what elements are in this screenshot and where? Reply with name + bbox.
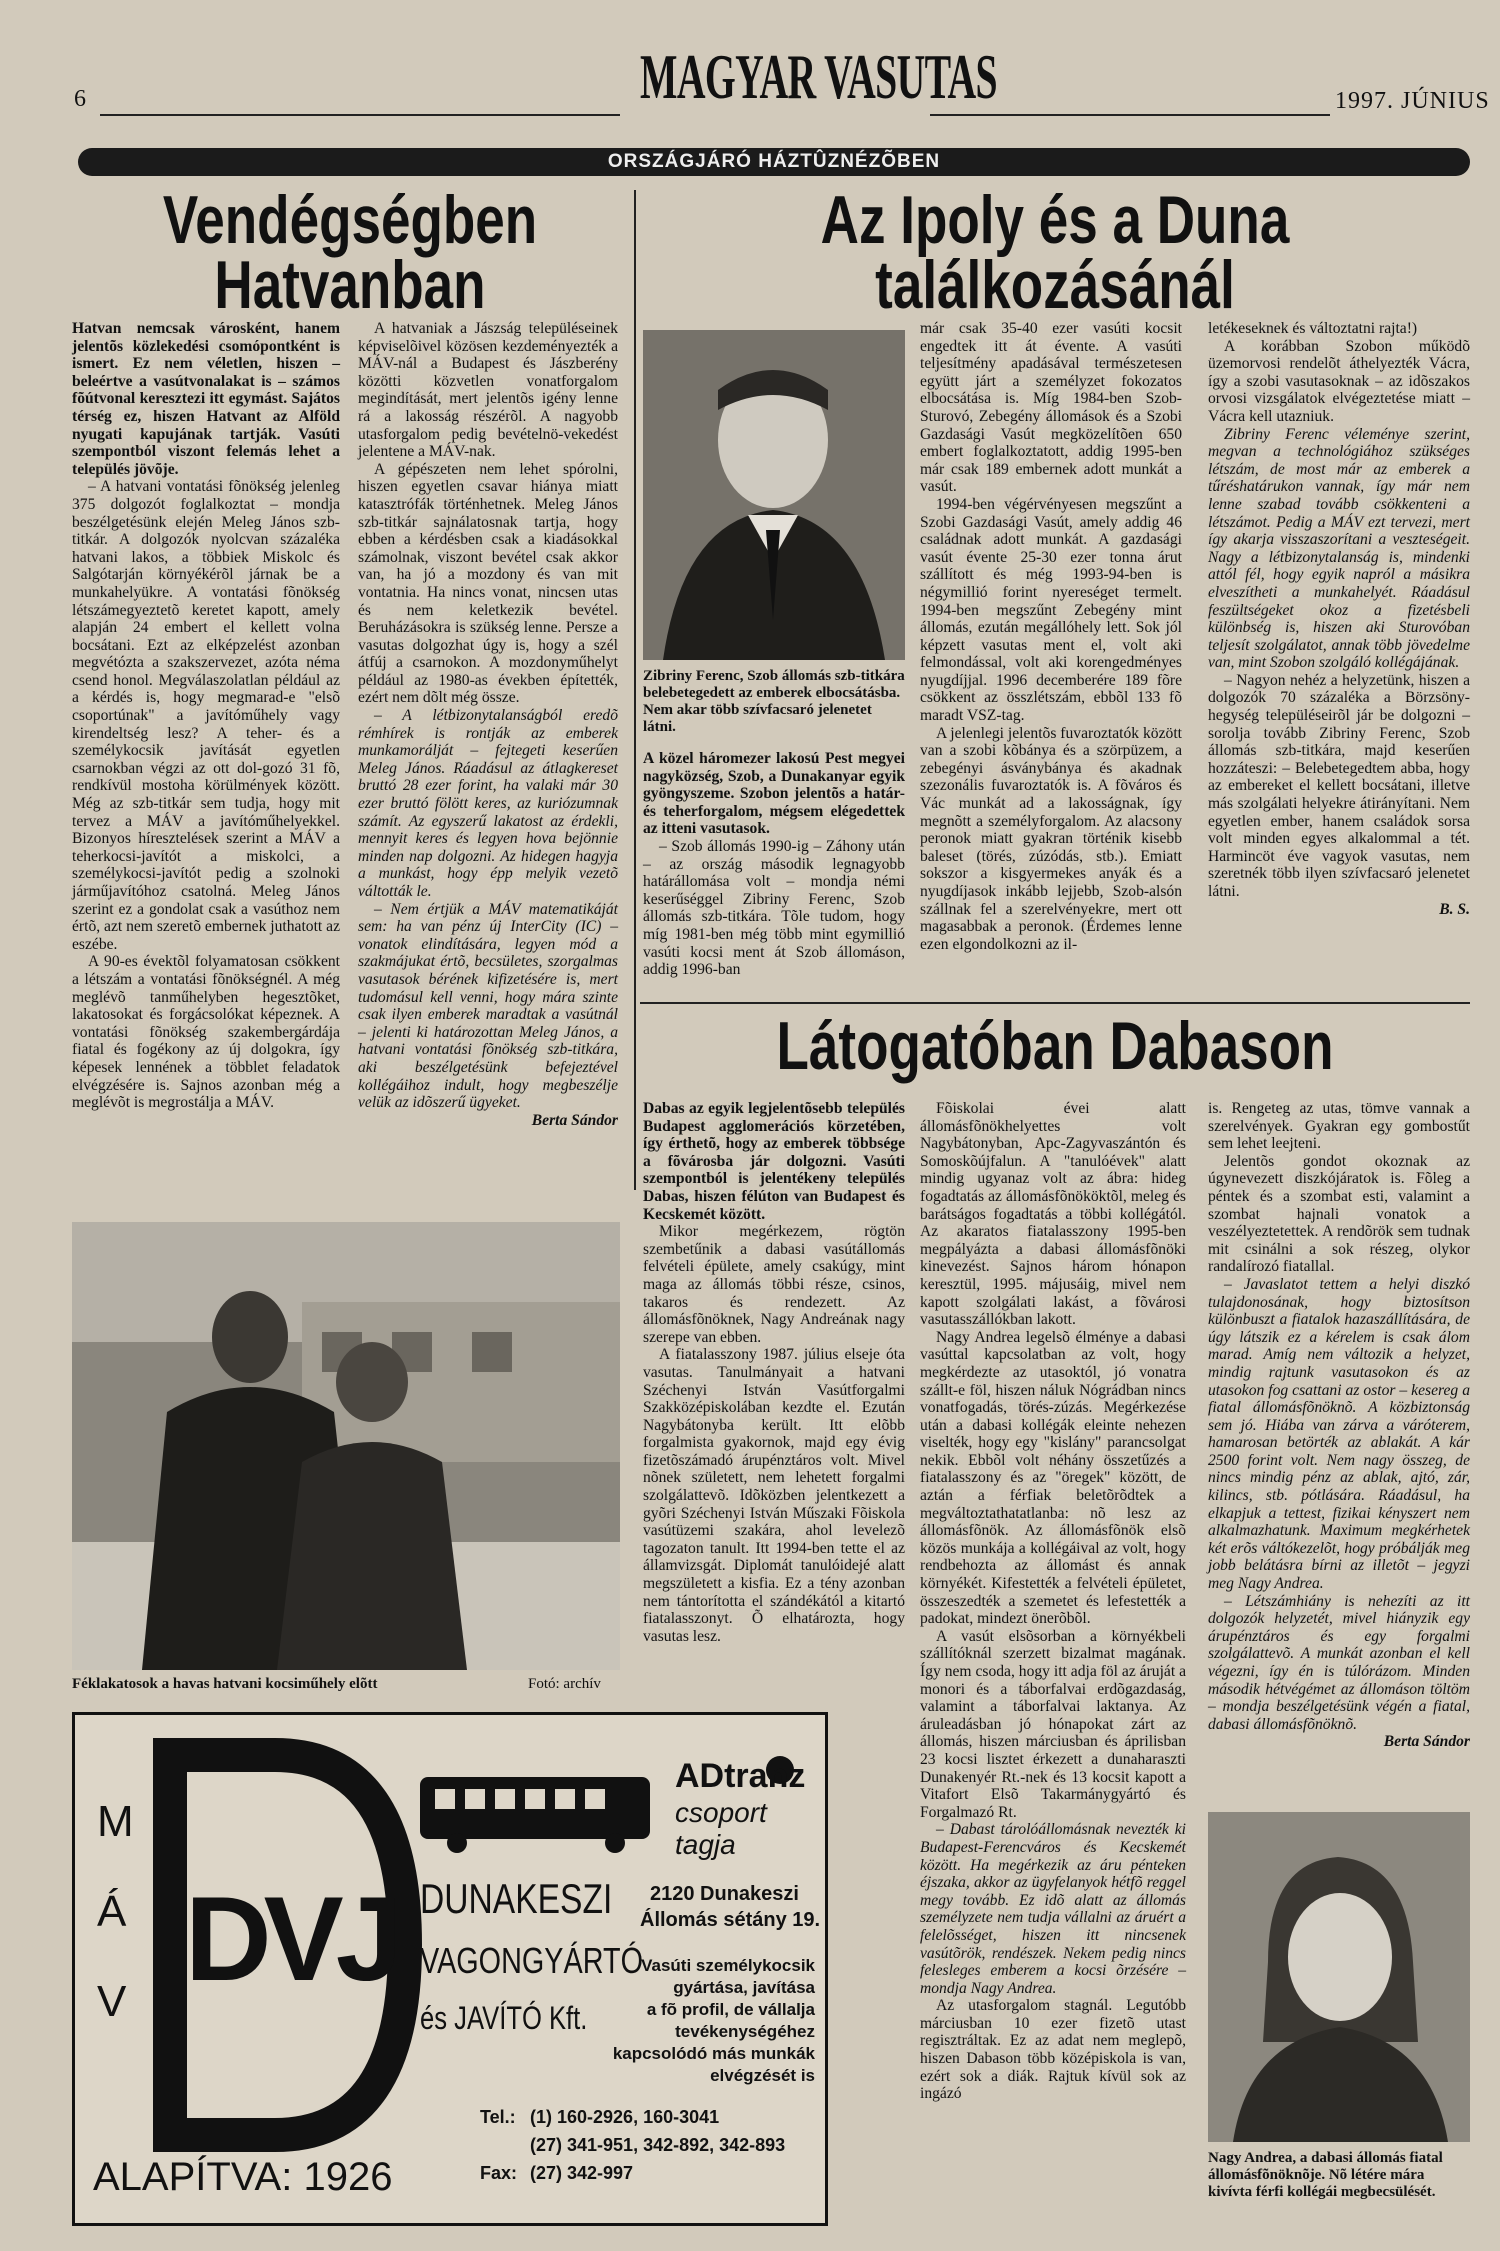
article1-paragraph: A gépészeten nem lehet spórolni, hiszen egyetlen csavar hiánya miatt katasztrófák történhetnek. Meleg János szb-titkár sajnálatosnak tartja, hogy ebben a kérdésben csak a kiadásokkal számolnak, viszont bevétel csak akkor van, ha jó a mozdony és van mit vontatnia. Ha nincs vonat, nincsen utas és nem keletkezik bevétel. Beruházásokra is szükség lenne. Persze a vasutas dolgozhat úgy is, hogy a szél átfúj a csarnokon. A mozdonyműhelyt például az 1980-as években építették, ezért nem dõlt még össze. [358,460,618,707]
article3-paragraph: Mikor megérkezem, rögtön szembetűnik a dabasi vasútállomás felvételi épülete, amely csakúgy, mint maga az állomás többi része, csinos, takaros és rendezett. Az állomásfõnöknek, Nagy Andreának nagy szerepe van ebben. [643,1223,905,1346]
article1-paragraph: – A létbizonytalanságból eredõ rémhírek is rontják az emberek munkamorálját – fejtegeti keserűen Meleg János. Ráadásul az átlagkereset bruttó 28 ezer forint, ha valaki már 30 ezer bruttó fölött keres, az kuriózumnak számít. Az egyszerű lakatost az érdekli, mennyit keres és legyen hova bejönnie minden nap dolgozni. Az hidegen hagyja a munkást, hogy épp melyik vezetõ váltották le. [358,707,618,900]
article1-photo-caption: Féklakatosok a havas hatvani kocsiműhely elõtt [72,1676,378,1692]
section-divider [640,1002,1470,1004]
header-rule-left [100,114,620,116]
portrait-nagy-andrea-image [1208,1812,1470,2142]
masthead: MAGYAR VASUTAS [640,41,997,112]
ad-adtranz: ADtranz [675,1757,806,1795]
article2-column1 [643,750,905,979]
section-band: ORSZÁGJÁRÓ HÁZTÛZNÉZÕBEN [78,148,1470,176]
article3-paragraph: is. Rengeteg az utas, tömve vannak a szerelvények. Gyakran egy gombostűt sem lehet leejteni. [1208,1100,1470,1153]
article3-paragraph: – Létszámhiány is nehezíti az itt dolgozók helyzetét, mivel hiányzik egy árupénztáros és egy forgalmi szolgálattevõ. A munkát azonban el kell végezni, így én is túlórázom. Minden második hétvégémet az állomáson töltöm – mondja beszélgetésünk végén a fiatal, dabasi állomásfõnöknõ. [1208,1592,1470,1733]
article1-lead: Hatvan nemcsak városként, hanem jelentõs közlekedési csomópontként is ismert. Ez nem véletlen, hiszen – beleértve a vasútvonalakat is – számos fõútvonal keresztezi itt egymást. Sajátos térség ez, hiszen Hatvant az Alföld nyugati kapujának tartják. Vasúti szempontból viszont felemás lehet a település jövõje. [72,320,340,478]
article2-title-line1: Az Ipoly és a Duna [820,182,1290,258]
article2-lead: A közel háromezer lakosú Pest megyei nagyközség, Szob, a Dunakanyar egyik gyöngyszeme. Szobon jelentõs a határ- és teherforgalom, mégsem elégedettek az itteni vasutasok. [643,750,905,838]
article1-column2 [358,320,618,1129]
article2-paragraph: már csak 35-40 ezer vasúti kocsit engedtek itt át évente. A vasúti teljesítmény apadásával természetesen együtt járt a személyzet fokozatos elbocsátása is. Míg 1984-ben Szob-Sturovó, Zebegény állomások és a Szobi Gazdasági Vasút megközelítõen 650 embert foglalkoztatott, addig 1995-ben már csak 189 embernek adott munkát a vasút. [920,320,1182,496]
article2-column2 [920,320,1182,953]
ad-csoport: csoport tagja [675,1797,767,1860]
ad-mav-letter: V [97,1977,127,2026]
article2-paragraph: A jelenlegi jelentõs fuvaroztatók között van a szobi kõbánya és a szörpüzem, a zebegényi ásványbánya és akadnak szezonális fuvaroztatók is. A fõváros és Vác munkát ad a lakosságnak, így megnõtt a személyforgalom. Az alacsony peronok miatt gyakran történik kisebb baleset (törés, zúzódás, stb.). Emiatt sokszor a kisgyermekes anyák és a nyugdíjasok inkább lejjebb, Szob-alsón szállnak fel a szerelvényekre, mert ott magasabbak a peronok. (Érdemes lenne ezen elgondolkozni az il- [920,724,1182,953]
ad-profile-line: kapcsolódó más munkák [612,2044,815,2063]
header-rule-right [930,114,1330,116]
article1-signature: Berta Sándor [531,1111,618,1129]
article1-title-line1: Vendégségben [162,182,538,258]
article3-lead: Dabas az egyik legjelentõsebb település Budapest agglomerációs körzetében, így érthetõ, hogy az emberek többsége a fõvárosba jár dolgozni. Vasúti szempontból is jelentékeny település Dabas, hiszen félúton van Budapest és Kecskemét között. [643,1100,905,1223]
article3-paragraph: Jelentõs gondot okoznak az úgynevezett diszkójáratok is. Fõleg a péntek és a szombat esti, valamint a szombat hajnali vonatok a veszélyeztetettek. A rendõrök sem tudnak mit csinálni a sok részeg, olykor randalírozó fiatallal. [1208,1152,1470,1276]
article3-signature: Berta Sándor [1383,1733,1470,1751]
ad-address: 2120 Dunakeszi [650,1883,799,1905]
portrait-zibriny-image [643,330,905,660]
article3-headline: Látogatóban Dabason [776,1008,1334,1084]
ad-logo-letters: DVJ [185,1872,395,2006]
article2-photo [643,330,905,660]
page-number: 6 [74,86,86,112]
article2-headline [731,182,1378,324]
ad-profile-line: Vasúti személykocsik [641,1956,815,1975]
column-divider [634,190,636,1190]
article3-column1 [643,1100,905,1645]
article1-photo [72,1222,620,1670]
article3-paragraph: A fiatalasszony 1987. július elseje óta vasutas. Tanulmányait a hatvani Széchenyi István Vasútforgalmi Szakközépiskolában kezdte el. Ezután Nagybátonyba került. Itt elõbb forgalmista gyakornok, majd egy évig fizetõszámadó árupénztáros volt. Mivel nõnek született, nem lehetett forgalmi szolgálattevõ. Idõközben jelentkezett a gyõri Széchenyi István Műszaki Fõiskola vasútüzemi szakára, ahol levelezõ tagozaton tanult. Itt 1994-ben tette el az államvizsgát. Diplomát tanulóidejé alatt megszületett a kisfia. Ez a tény azonban nem tántorította el szándékától a kitartó fiatalasszonyt. Õ elhatározta, hogy vasutas lesz. [643,1346,905,1645]
article2-paragraph: Zibriny Ferenc véleménye szerint, megvan a technológiához szükséges létszám, de most már az emberek a tűréshatárukon vannak, így már nem lenne szabad tovább csökkenteni a létszámot. Pedig a MÁV ezt tervezi, mert így akarja visszaszorítani a veszteségeit. Nagy a létbizonytalanság is, mindenki attól fél, hogy egyik napról a másikra elveszítheti a munkahelyét. Ráadásul feszültségeket okoz a fizetésbeli különbség is, hiszen aki Sturovóban teljesít szolgálatot, annak több jövedelme van, mint Szobon szolgáló kollégájának. [1208,425,1470,672]
ad-mav-letter: M [97,1797,134,1846]
article2-paragraph: letékeseknek és változtatni rajta!) [1208,320,1418,337]
article2-paragraph: 1994-ben végérvényesen megszűnt a Szobi Gazdasági Vasút, amely addig 46 családnak adott munkát. A gazdasági vasút évente 25-30 ezer tonna árut szállított és még 1993-94-ben is négymillió forint nyereséget termelt. 1994-ben megszűnt Zebegény mint állomás, ezután megállóhely lett. Sok jól képzett vasutas ment el, volt aki felmondással, volt aki korengedményes nyugdíjjal. 1996 decemberére 189 fõre csökkent az összlétszám, ebbõl 133 fõ maradt VSZ-tag. [920,495,1182,725]
ad-founded: ALAPÍTVA: 1926 [93,2155,393,2199]
ad-profile [595,1955,815,2087]
ad-profile-line: a fõ profil, de vállalja [646,2000,815,2019]
workers-photo-image [72,1222,620,1670]
article3-photo-caption: Nagy Andrea, a dabasi állomás fiatal állomásfõnöknõje. Nõ létére mára kivívta férfi kollégái megbecsülését. [1208,2150,1443,2200]
article2-paragraph: – Nagyon nehéz a helyzetünk, hiszen a dolgozók 70 százaléka a Börzsöny-hegység településeirõl jár be dolgozni – sorolja tovább Zibriny Ferenc, Szob állomás szb-titkára, majd keserűen hozzáteszi: – Belebetegedtem abba, hogy az embereket el kellett bocsátani, illetve más szolgálati helyekre átirányítani. Nem egyetlen ember, hanem családok sorsa volt minden egyes alkalommal a tét. Harmincöt éve vagyok vasutas, nem szeretnék több ilyen szívfacsaró jelenetet látni. [1208,671,1470,900]
article1-paragraph: – A hatvani vontatási fõnökség jelenleg 375 dolgozót foglalkoztat – mondja beszélgetésünk elején Meleg János szb-titkár. A dolgozók nyolcvan százaléka hatvani lakos, a többiek Miskolc és Salgótarján környékérõl járnak be a munkahelyükre. A vontatási fõnökség létszámegyeztetõ keretet kapott, amely alapján 24 embert el kellett volna bocsátani. Ezt az elképzelést azonban megvétózta a szakszervezet, azóta néma csend honol. Megválaszolatlan például az a kérdés is, hogy megmarad-e "elsõ csoportúnak" a javítóműhely vagy kirendeltség lesz? A teher- és a személykocsik javítását egyetlen csarnokban végzi az ott dol-gozó 31 fõ, rendkívül mostoha körülmények között. Még az szb-titkár sem tudja, hogy mit tervez a MÁV a javítóműhelyekkel. Bizonyos híresztelések szerint a MÁV a teherkocsi-javítót a miskolci, a személykocsi-javítót pedig a szolnoki járműjavítóhoz csatolná. Meleg János szerint ez a gondolat csak a vasúthoz nem értõ, azt nem szeretõ embernek juthatott az eszébe. [72,478,341,953]
article3-paragraph: – Javaslatot tettem a helyi diszkó tulajdonosának, hogy biztosítson különbuszt a fiatalok hazaszállítására, de úgy látszik ez a kérelem is csak álom marad. Amíg nem változik a helyzet, mindig rajtunk vasutasokon és az utasokon fog csattani az ostor – kesereg a fiatal állomásfõnöknõ. A közbiztonság sem jó. Hiába van zárva a váróterem, hamarosan betörték az ablakát. A kár 2500 forint volt. Nem nagy összeg, de nincs mindig pénz az ablak, ajtó, zár, kilincs, stb. pótlására. Ráadásul, ha elkapjuk a tettest, fizikai kényszert nem alkalmazhatunk. Maximum megkérhetek két erõs váltókezelõt, hogy próbálják meg jobb belátásra bírni az illetõt – jegyzi meg Nagy Andrea. [1208,1275,1470,1593]
article2-paragraph: – Szob állomás 1990-ig – Záhony után – az ország második legnagyobb határállomása volt – mondja némi keserűséggel Zibriny Ferenc, Szob állomás szb-titkára. Tõle tudom, hogy míg 1981-ben még több mint egymillió vasúti kocsi ment át Szob állomáson, addig 1996-ban [643,837,905,979]
article3-paragraph: A vasút elsõsorban a környékbeli szállítóknál szerzett bizalmat magának. Így nem csoda, hogy itt adja föl az áruját a monori és a táborfalvai erdõgazdaság, valamint a táborfalvai laktanya. Az áruleadásban jó hónapokat zárt az állomás, hiszen márciusban és áprilisban 23 kocsi lisztet érkezett a dunaharaszti Dunakenyér Rt.-nek és 13 kocsit kapott a Vitafort Elsõ Takarmánygyártó és Forgalmazó Rt. [920,1627,1186,1821]
ad-tel-label: Tel.: [480,2107,516,2127]
article1-paragraph: – Nem értjük a MÁV matematikáját sem: ha van pénz új InterCity (IC) – vonatok elindítására, legyen mód a szakmájukat értõ, becsületes, szorgalmas vasutasok bérének kifizetésére is, mert tudomásul kell venni, hogy mára szinte csak ilyen emberek maradtak a vasútnál – jelenti ki határozottan Meleg János, a hatvani vontatási fõnökség szb-titkára, aki beszélgetésünk befejeztével kollégáihoz indult, hogy megbeszélje velük az idõszerű ügyeket. [358,900,618,1112]
ad-profile-line: gyártása, javítása [673,1978,815,1997]
advertisement [72,1712,828,2226]
article3-paragraph: Fõiskolai évei alatt állomásfõnökhelyettes volt Nagybátonyban, Apc-Zagyvaszántón és Somoskõújfalun. A "tanulóévek" alatt mindig ugyanaz volt az ábra: hideg fogadtatás az állomásfõnököktõl, meleg és barátságos fogadtatás a többi kollégától. Az akaratos fiatalasszony 1995-ben megpályázta a dabasi állomásfõnöki kinevezést. Sajnos három hónapon keresztül, 1995. májusáig, mivel nem kapott szolgálati lakást, a fõvárosi vasutasszállókban lakott. [920,1100,1186,1329]
article1-title-line2: Hatvanban [214,247,486,324]
issue-date: 1997. JÚNIUS [1335,88,1490,114]
article2-paragraph: A korábban Szobon működõ üzemorvosi rendelõt áthelyezték Vácra, így a szobi vasutasoknak – az idõszakos orvosi vizsgálatok elvégeztetése miatt – Vácra kell utazniuk. [1208,337,1470,425]
ad-fax-label: Fax: [480,2163,518,2183]
ad-profile-line: tevékenységéhez [675,2022,815,2041]
article3-paragraph: – Dabast tárolóállomásnak nevezték ki Budapest-Ferencváros és Kecskemét között. Ha megérkezik az áru pénteken éjszaka, akkor az ügyfelanyok hétfõ reggel megy tovább. Ez idõ alatt az állomás személyzete nem tudja vállalni az áruért a felelõsséget, hiszen itt nincsenek vasútõrök, rendészek. Nekem pedig nincs felesleges emberem a kocsi õrzésére – mondja Nagy Andrea. [920,1821,1186,1997]
ad-company-name: és JAVÍTÓ Kft. [420,2000,588,2036]
article1-paragraph: A hatvaniak a Jászság településeinek képviselõivel közösen kezdeményezték a MÁV-nál a Budapest és Jászberény közötti közvetlen vonatforgalom megindítását, mert jelentõs igény lenne rá a lakosság részérõl. A nagyobb utasforgalom pedig bevételnö-vekedést jelentene a MÁV-nak. [358,320,618,461]
article2-title-line2: találkozásánál [875,247,1235,324]
ad-tel: (27) 341-951, 342-892, 342-893 [530,2135,786,2155]
ad-company-name: DUNAKESZI [420,1875,613,1922]
article2-signature: B. S. [1439,900,1470,918]
article3-column2 [920,1100,1186,2103]
article1-photo-credit: Fotó: archív [528,1676,601,1692]
ad-fax: (27) 342-997 [530,2163,634,2183]
ad-tel: (1) 160-2926, 160-3041 [530,2107,720,2127]
article2-photo-caption: Zibriny Ferenc, Szob állomás szb-titkára belebetegedett az emberek elbocsátásba. Nem akar több szívfacsaró jelenetet látni. [643,668,905,735]
article1-column1 [72,320,340,1112]
article3-photo [1208,1812,1470,2142]
ad-profile-line: elvégzését is [710,2066,815,2085]
article3-paragraph: Az utasforgalom stagnál. Legutóbb márciusban 10 ezer fizetõ utast regisztráltak. Ez az adat nem meglepõ, hiszen Dabason több középiskola is van, ezért sok a diák. Rajtuk kívül sok az ingázó [920,1997,1186,2103]
article3-column3 [1208,1100,1470,1751]
article3-paragraph: Nagy Andrea legelsõ élménye a dabasi vasúttal kapcsolatban az volt, hogy megkérdezte az utasoktól, jó vonatra szállt-e föl, hiszen náluk Nógrádban nincs vonatfogadás, törés-zúzás. Megérkezése után a dabasi kollégák eleinte nehezen viselték, hogy egy "kislány" parancsolgat nekik. Ebbõl volt néhány összetűzés a fiatalasszony és az "öregek" között, de aztán a férfiak beletõrõdtek a megváltoztathatatlanba: nõ lesz az állomásfõnök. Az állomásfõnök elsõ közös munkája a kollégáival az volt, hogy rendbehozta az állomást és annak környékét. Kifestették a felvételi épületet, összeszedték a szemetet és lefestették a padokat, mindezt önerõbõl. [920,1328,1186,1628]
ad-company-name: VAGONGYÁRTÓ [420,1940,643,1981]
ad-mav-letter: Á [97,1887,127,1936]
article1-paragraph: A 90-es évektõl folyamatosan csökkent a létszám a vontatási fõnökségnél. A még meglévõ tanműhelyben hegesztõket, lakatosokat és forgácsolókat képeznek. A vontatási fõnökség szakembergárdája fiatal és fogékony az új dolgokra, így képesek lennének a többlet feladatok elvégzésére is. Sajnos azonban még a meglévõt is megrostálja a MÁV. [72,953,340,1112]
article2-column3 [1208,320,1470,918]
article1-headline [132,182,569,324]
ad-address: Állomás sétány 19. [640,1909,821,1931]
